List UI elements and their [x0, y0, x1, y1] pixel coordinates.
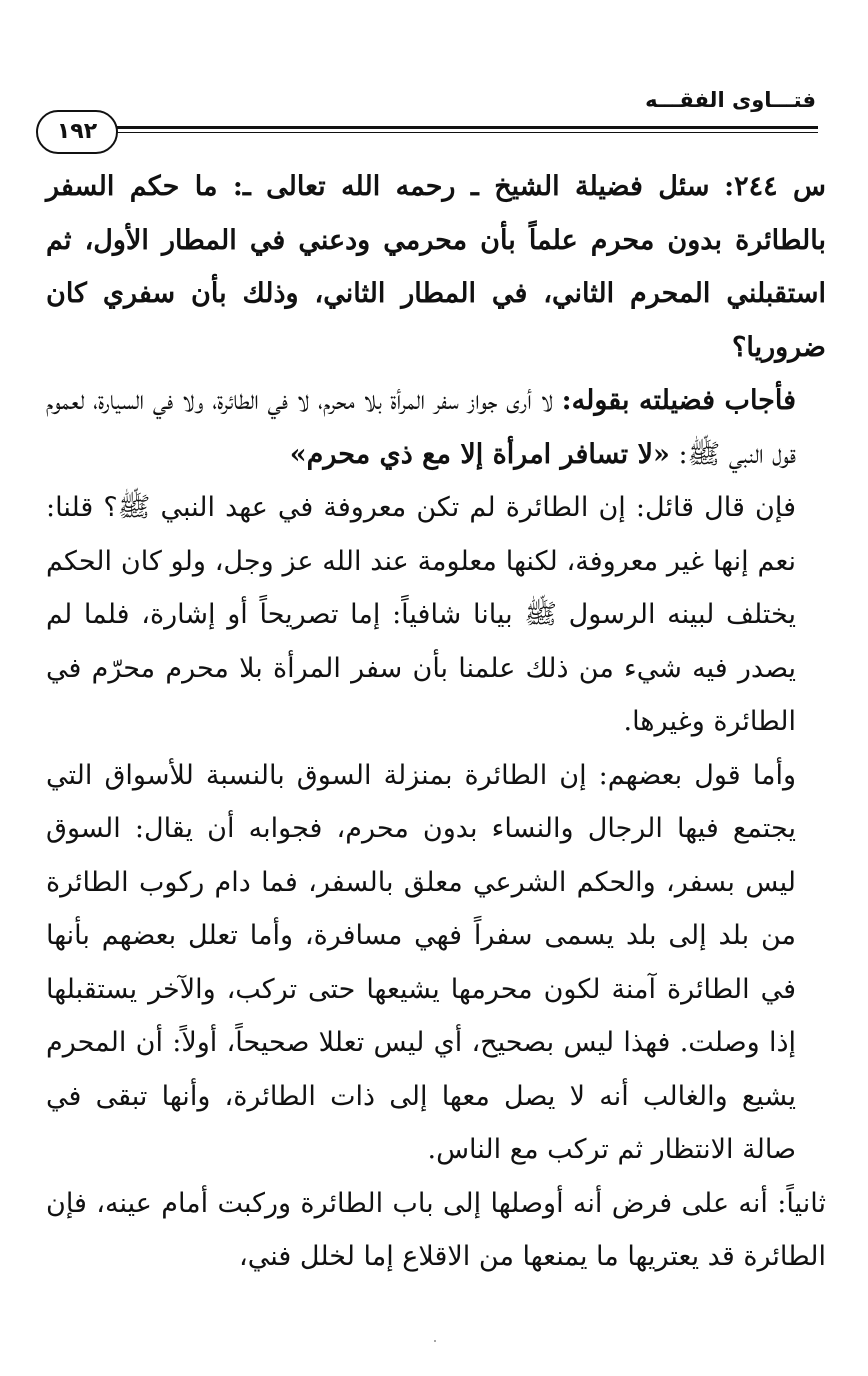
- header-rule-thin: [108, 132, 818, 133]
- answer-paragraph: [46, 374, 826, 481]
- running-title: فتـــاوى الفقـــه: [645, 88, 816, 112]
- question-paragraph: [46, 160, 826, 374]
- paragraph-market-analogy: وأما قول بعضهم: إن الطائرة بمنزلة السوق بالنسبة للأسواق التي يجتمع فيها الرجال والنساء بدون محرم، فجوابه أن يقال: السوق ليس بسفر، والحكم الشرعي معلق بالسفر، فما دام ركوب الطائرة من بلد إلى بلد يسمى سفراً فهي مسافرة، وأما تعلل بعضهم بأنها في الطائرة آمنة لكون محرمها يشيعها حتى تركب، والآخر يستقبلها إذا وصلت. فهذا ليس بصحيح، أي ليس تعللا صحيحاً، أولاً: أن المحرم يشيع والغالب أنه لا يصل معها إلى ذات الطائرة، وأنها تبقى في صالة الانتظار ثم تركب مع الناس.: [46, 759, 796, 1165]
- page-number: ١٩٢: [36, 110, 118, 154]
- answer-text: لا أرى جواز سفر المرأة بلا محرم، لا في الطائرة، ولا في السيارة، لعموم قول النبي ﷺ:: [46, 385, 796, 470]
- hadith-quote: «لا تسافر امرأة إلا مع ذي محرم»: [289, 438, 670, 470]
- question-text: سئل فضيلة الشيخ ـ رحمه الله تعالى ـ: ما حكم السفر بالطائرة بدون محرم علماً بأن محرمي ودعني في المطار الأول، ثم استقبلني المحرم الثاني، في المطار الثاني، وذلك بأن سفري كان ضروريا؟: [46, 171, 826, 363]
- paragraph-objection: فإن قال قائل: إن الطائرة لم تكن معروفة في عهد النبي ﷺ؟ قلنا: نعم إنها غير معروفة، لكنها معلومة عند الله عز وجل، ولو كان الحكم يختلف لبينه الرسول ﷺ بيانا شافياً: إما تصريحاً أو إشارة، فلما لم يصدر فيه شيء من ذلك علمنا بأن سفر المرأة بلا محرم محرّم في الطائرة وغيرها.: [46, 492, 796, 737]
- body-text: [46, 160, 826, 1284]
- print-mark: [434, 1340, 436, 1342]
- paragraph-second-point: ثانياً: أنه على فرض أنه أوصلها إلى باب الطائرة وركبت أمام عينه، فإن الطائرة قد يعتريها ما يمنعها من الاقلاع إما لخلل فني،: [46, 1187, 826, 1272]
- header-rule: [108, 126, 818, 129]
- question-label: س ٢٤٤:: [724, 171, 826, 202]
- answer-lead: فأجاب فضيلته بقوله:: [561, 385, 796, 416]
